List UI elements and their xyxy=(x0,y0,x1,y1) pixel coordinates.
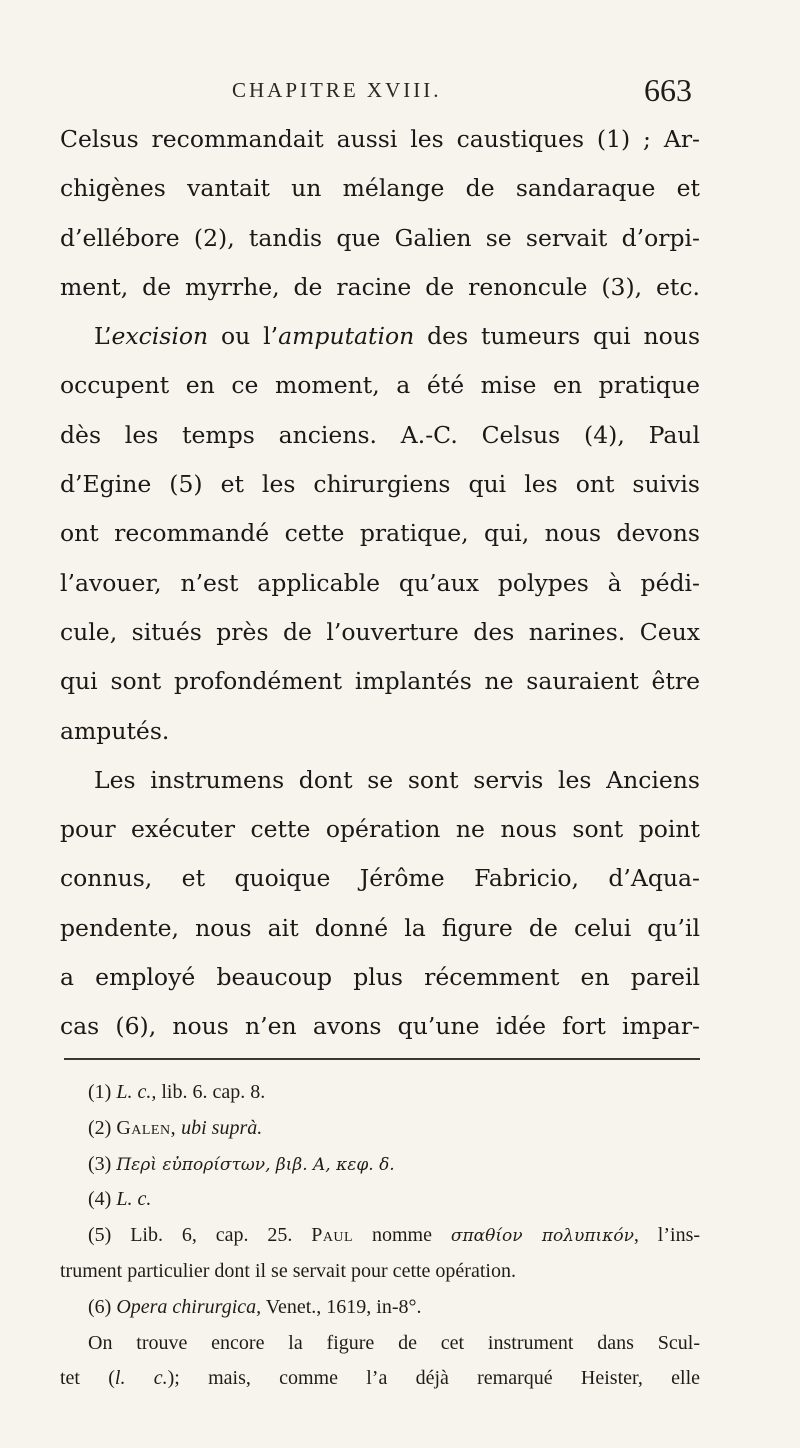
text-line: Celsus recommandait aussi les caustiques (1) ; Ar- xyxy=(60,125,700,153)
page-header xyxy=(232,72,692,112)
footnote-6-cont2: tet (l. c.); mais, comme l’a déjà remarqué Heister, elle xyxy=(60,1367,700,1390)
excision-conj: ou l’ xyxy=(208,322,279,351)
text-line: cule, situés près de l’ouverture des narines. Ceux xyxy=(60,617,700,646)
footnote-4: (4) L. c. xyxy=(88,1188,152,1211)
footnotes xyxy=(60,1075,700,1397)
footnote-2: (2) Galen, ubi suprà. xyxy=(88,1116,263,1139)
text-line: ment, de myrrhe, de racine de renoncule (3), etc. xyxy=(60,272,700,301)
footnote-5-cont: trument particulier dont il se servait pour cette opération. xyxy=(60,1259,516,1282)
text-line: chigènes vantait un mélange de sandaraque et xyxy=(60,174,700,203)
excision-rest: des tumeurs qui nous xyxy=(414,322,700,351)
footnote-3: (3) Περὶ εὐπορίστων, βιβ. Α, κεφ. δ. xyxy=(88,1152,395,1175)
text-line: d’Egine (5) et les chirurgiens qui les ont suivis xyxy=(60,470,700,499)
text-line: Les instrumens dont se sont servis les Anciens xyxy=(94,765,700,794)
page-number: 663 xyxy=(644,72,692,108)
running-head: CHAPITRE XVIII. xyxy=(232,78,442,102)
text-line: d’ellébore (2), tandis que Galien se servait d’orpi- xyxy=(60,223,700,252)
footnote-1: (1) L. c., lib. 6. cap. 8. xyxy=(88,1081,266,1103)
text-line: cas (6), nous n’en avons qu’une idée fort impar- xyxy=(60,1012,700,1041)
footnote-6: (6) Opera chirurgica, Venet., 1619, in-8°. xyxy=(88,1295,422,1318)
text-line: qui sont profondément implantés ne sauraient être xyxy=(60,667,700,696)
footnote-6-cont: On trouve encore la figure de cet instrument dans Scul- xyxy=(88,1331,700,1354)
footnote-divider xyxy=(64,1058,700,1060)
text-line: pendente, nous ait donné la figure de celui qu’il xyxy=(60,913,700,942)
text-line: amputés. xyxy=(60,716,170,745)
text-line: dès les temps anciens. A.-C. Celsus (4), Paul xyxy=(60,420,700,449)
footnote-5: (5) Lib. 6, cap. 25. Paul nomme σπαθίον πολυπικόν, l’ins- xyxy=(88,1224,701,1247)
text-line: occupent en ce moment, a été mise en pratique xyxy=(60,371,700,400)
text-line: ont recommandé cette pratique, qui, nous devons xyxy=(60,519,700,548)
excision-article: L’ xyxy=(94,322,112,351)
text-line: l’avouer, n’est applicable qu’aux polypes à pédi- xyxy=(60,568,700,597)
term-amputation: amputation xyxy=(278,322,415,351)
text-line: a employé beaucoup plus récemment en pareil xyxy=(60,963,700,992)
text-line: pour exécuter cette opération ne nous sont point xyxy=(60,815,700,844)
text-line-excision xyxy=(60,312,700,361)
text-line: connus, et quoique Jérôme Fabricio, d’Aqua- xyxy=(60,864,700,893)
term-excision: excision xyxy=(111,322,209,351)
main-text xyxy=(60,115,700,1052)
